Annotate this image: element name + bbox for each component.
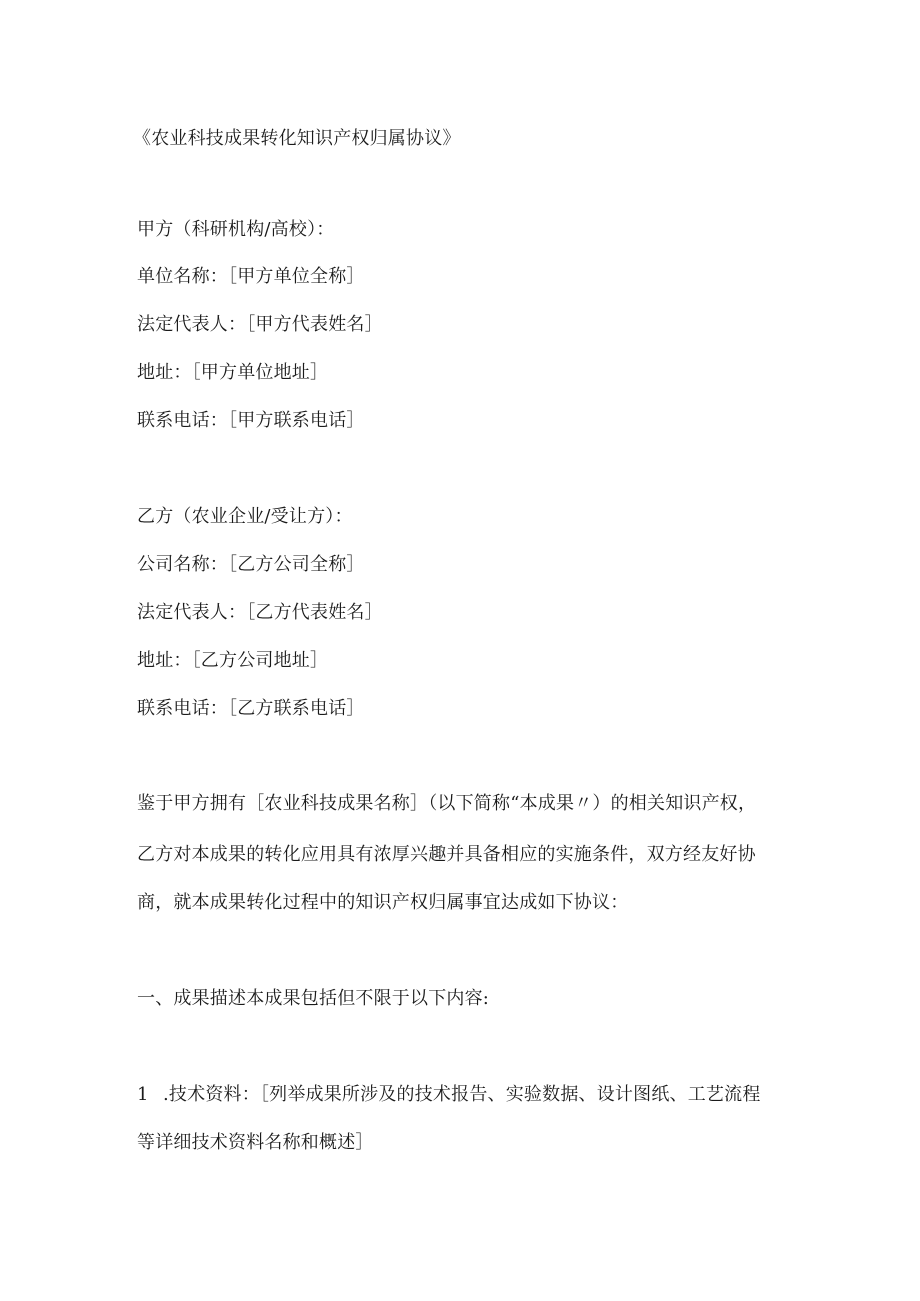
preamble-line-2: 乙方对本成果的转化应用具有浓厚兴趣并具备相应的实施条件，双方经友好协	[137, 844, 756, 865]
item-number: 1	[137, 1084, 149, 1105]
party-a-address: 地址：［甲方单位地址］	[137, 362, 329, 383]
document-title: 《农业科技成果转化知识产权归属协议》	[133, 128, 461, 149]
party-b-legal-rep: 法定代表人：［乙方代表姓名］	[137, 602, 383, 623]
party-a-legal-rep: 法定代表人：［甲方代表姓名］	[137, 314, 383, 335]
section-1-heading: 一、成果描述本成果包括但不限于以下内容:	[137, 988, 490, 1009]
party-a-unit-name: 单位名称：［甲方单位全称］	[137, 266, 365, 287]
section-1-item-1-line-2: 等详细技术资料名称和概述］	[137, 1132, 374, 1153]
party-b-heading: 乙方（农业企业/受让方）：	[137, 506, 353, 527]
party-b-phone: 联系电话：［乙方联系电话］	[137, 698, 365, 719]
section-1-item-1-line-1	[137, 1083, 761, 1107]
preamble-line-3: 商，就本成果转化过程中的知识产权归属事宜达成如下协议：	[137, 892, 629, 913]
party-b-company-name: 公司名称：［乙方公司全称］	[137, 554, 365, 575]
item-text: .技术资料：［列举成果所涉及的技术报告、实验数据、设计图纸、工艺流程	[163, 1084, 761, 1105]
party-a-phone: 联系电话：［甲方联系电话］	[137, 410, 365, 431]
party-b-address: 地址：［乙方公司地址］	[137, 650, 329, 671]
party-a-heading: 甲方（科研机构/高校）：	[137, 219, 335, 240]
preamble-line-1: 鉴于甲方拥有［农业科技成果名称］（以下简称“本成果〃）的相关知识产权，	[137, 793, 757, 814]
